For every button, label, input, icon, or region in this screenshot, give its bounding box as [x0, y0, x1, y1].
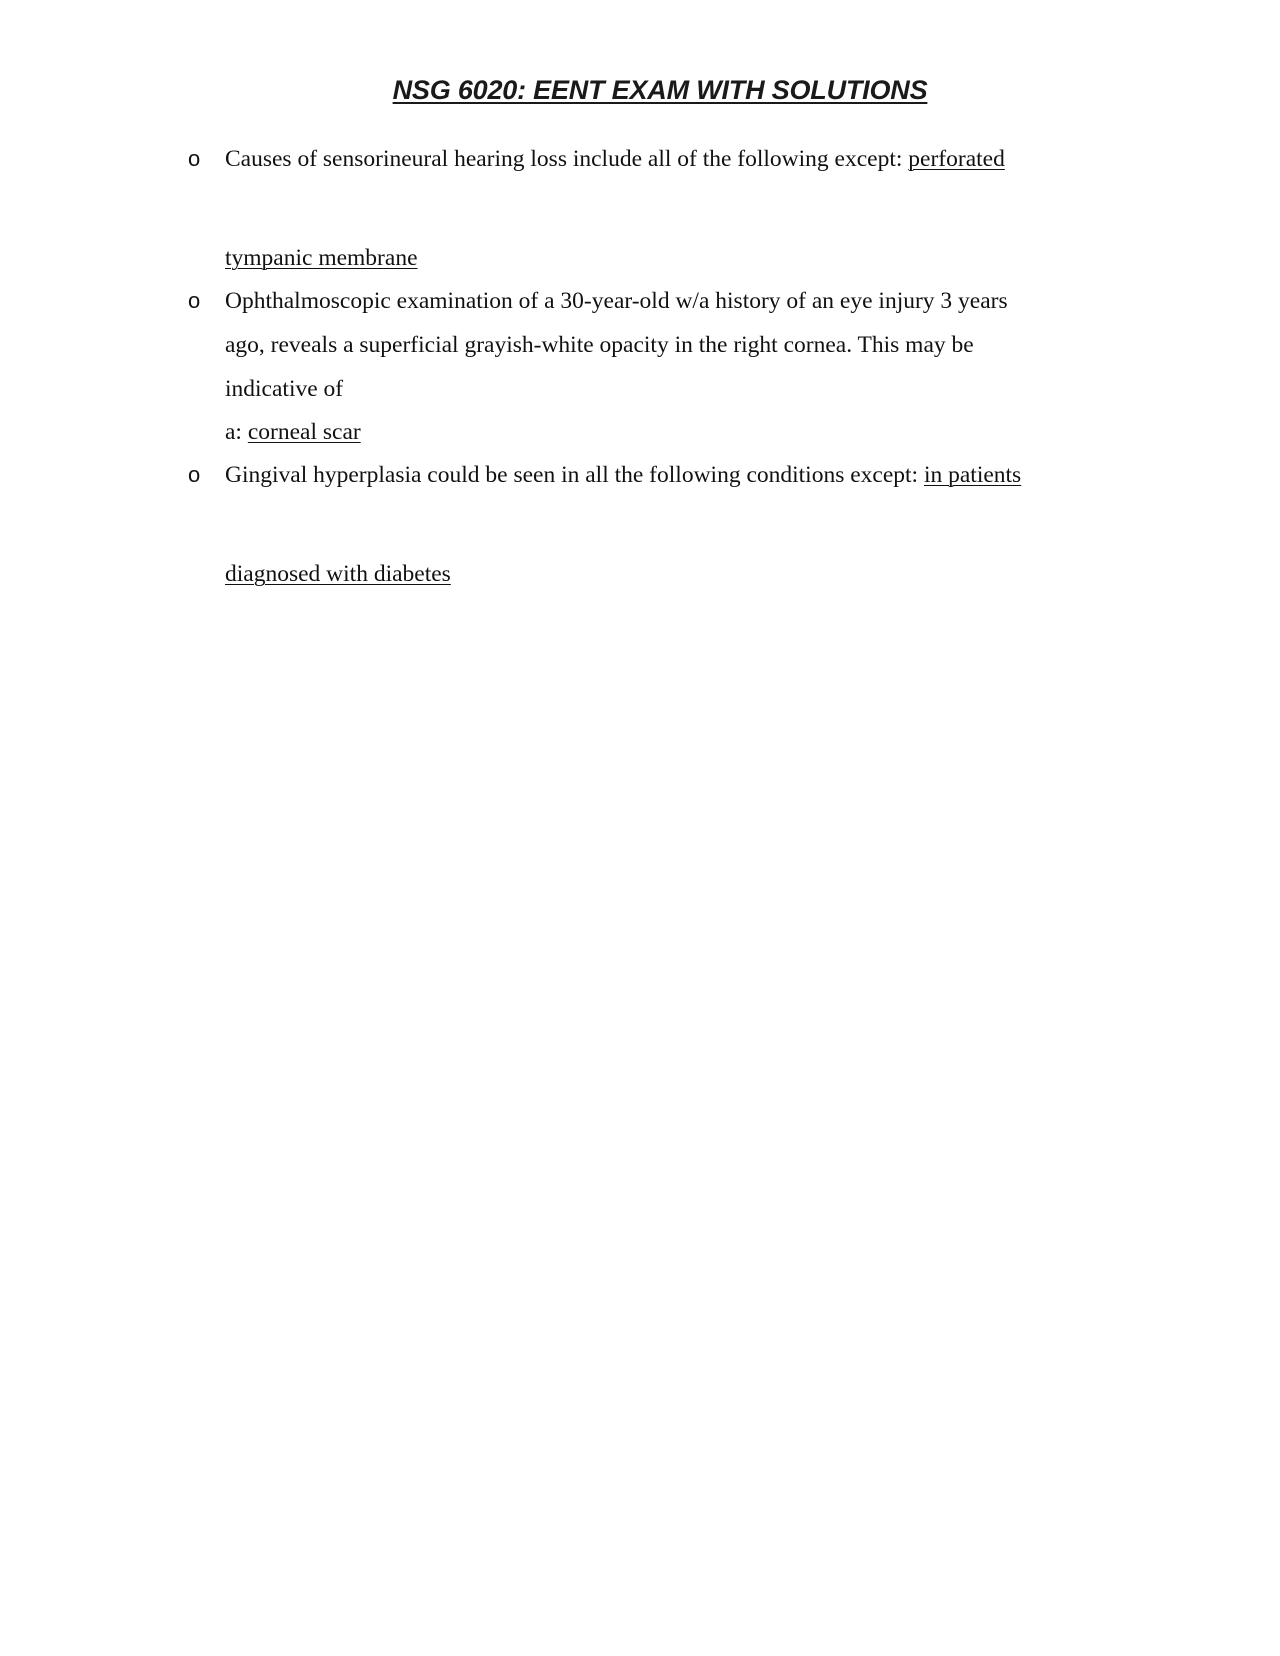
question-2-line-2: ago, reveals a superficial grayish-white opacity in the right cornea. This may be: [225, 332, 974, 358]
document-title: NSG 6020: EENT EXAM WITH SOLUTIONS: [392, 75, 928, 105]
question-1-text: Causes of sensorineural hearing loss include all of the following except:: [225, 146, 909, 172]
question-3-line-2: [225, 559, 451, 589]
question-1-answer-part-1: perforated: [908, 146, 1005, 172]
question-2-line-1: Ophthalmoscopic examination of a 30-year-old w/a history of an eye injury 3 years: [225, 288, 1008, 314]
question-3-answer-part-1: in patients: [923, 462, 1022, 488]
question-3-text: Gingival hyperplasia could be seen in all the following conditions except:: [225, 462, 924, 488]
question-1-line-2: [225, 243, 418, 273]
bullet-marker: o: [188, 462, 201, 487]
bullet-marker: o: [188, 288, 201, 313]
question-1-answer-part-2: tympanic membrane: [225, 245, 418, 271]
question-1-line-1: [225, 144, 1005, 174]
question-2-answer: corneal scar: [247, 419, 361, 445]
question-3-answer-part-2: diagnosed with diabetes: [225, 561, 451, 587]
question-2-line-3: indicative of: [225, 376, 344, 402]
question-2-line-4: [225, 417, 361, 447]
question-2-answer-prefix: a:: [225, 419, 248, 445]
question-3-line-1: [225, 460, 1021, 490]
bullet-marker: o: [188, 146, 201, 171]
